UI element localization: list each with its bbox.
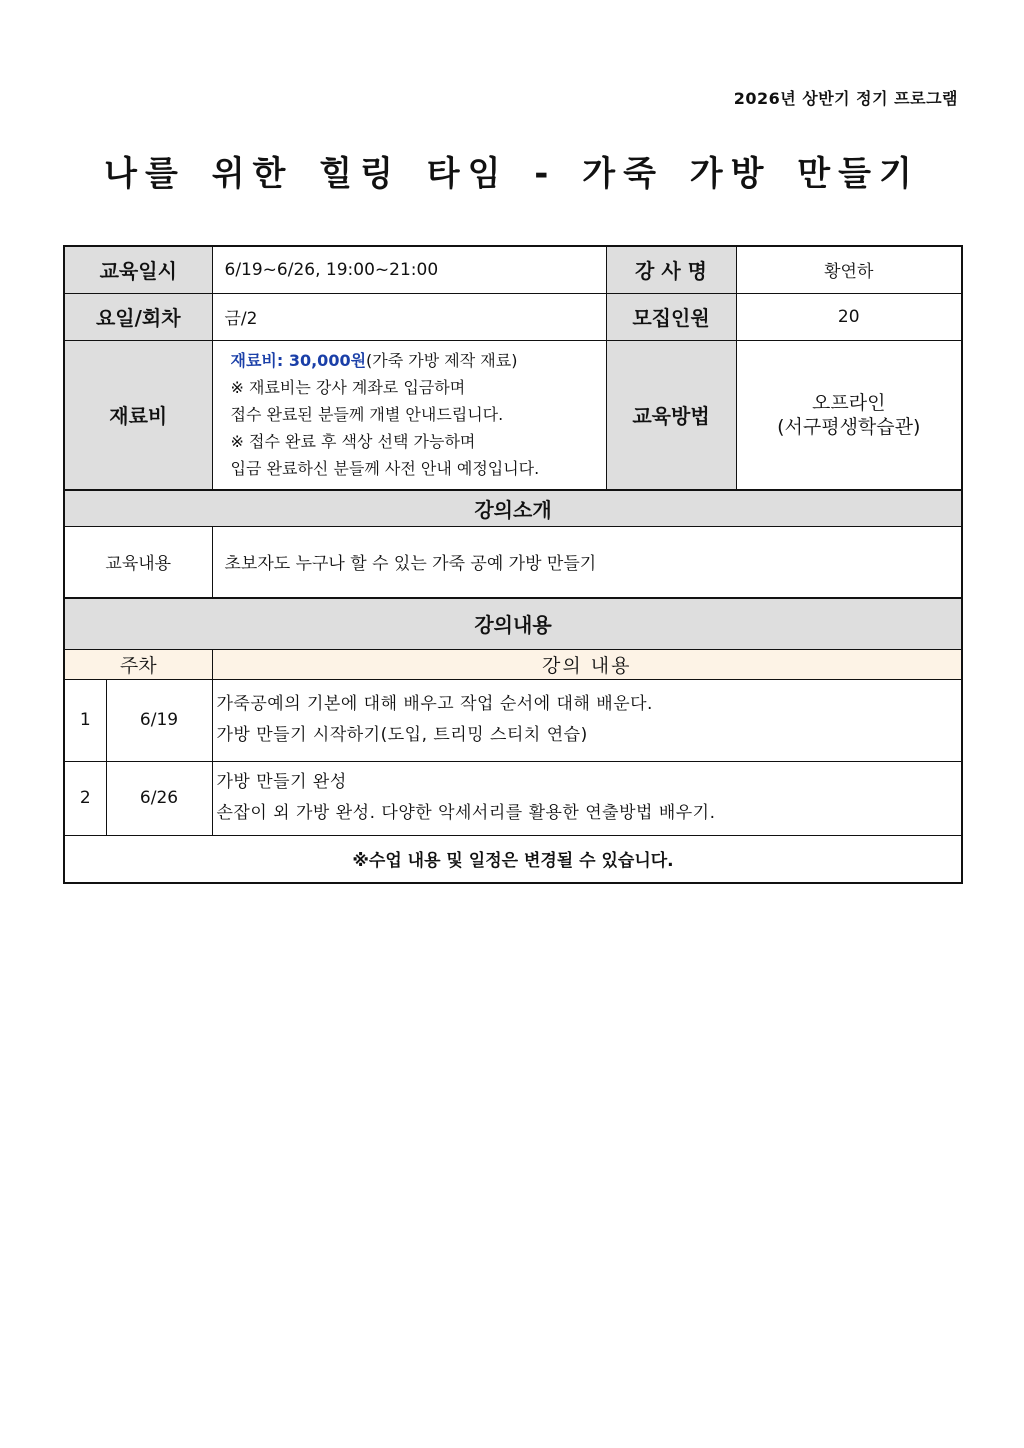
fee-line-2: 접수 완료된 분들께 개별 안내드립니다. [230,405,504,425]
week-content-line-1: 가죽공예의 기본에 대해 배우고 작업 순서에 대해 배운다. [216,694,653,714]
method-value-line-2: (서구평생학습관) [777,415,921,438]
method-value-line-1: 오프라인 [812,391,886,414]
table-row [64,761,962,835]
table-row [64,679,962,761]
intro-section-title: 강의소개 [64,490,962,526]
capacity-label: 모집인원 [606,293,736,340]
content-label: 교육내용 [64,526,212,598]
page-title: 나를 위한 힐링 타임 - 가죽 가방 만들기 [104,154,920,194]
program-period-note: 2026년 상반기 정기 프로그램 [733,89,958,108]
fee-label: 재료비 [64,340,212,490]
curriculum-section-title: 강의내용 [64,598,962,649]
week-content [212,679,962,761]
week-number: 1 [64,679,106,761]
fee-line-4: 입금 완료하신 분들께 사전 안내 예정입니다. [230,459,540,479]
row-intro-content [64,526,962,598]
day-label: 요일/회차 [64,293,212,340]
week-content-line-2: 가방 만들기 시작하기(도입, 트리밍 스티치 연습) [216,725,588,745]
method-value [736,340,962,490]
instructor-value: 황연하 [736,246,962,293]
date-value: 6/19~6/26, 19:00~21:00 [212,246,606,293]
fee-note: (가죽 가방 제작 재료) [366,351,518,371]
fee-line-1: ※ 재료비는 강사 계좌로 입금하며 [230,378,466,398]
fee-amount: 재료비: 30,000원 [230,351,367,371]
row-date [64,246,962,293]
fee-amount-line [231,347,606,374]
program-info-table [63,245,963,884]
capacity-value: 20 [736,293,962,340]
week-content-line-1: 가방 만들기 완성 [216,772,347,792]
week-date: 6/26 [106,761,212,835]
week-content-line-2: 손잡이 외 가방 완성. 다양한 악세서리를 활용한 연출방법 배우기. [216,803,716,823]
day-value: 금/2 [212,293,606,340]
schedule-change-notice: ※수업 내용 및 일정은 변경될 수 있습니다. [64,835,962,883]
row-curriculum-header [64,598,962,649]
week-number: 2 [64,761,106,835]
week-column-header: 주차 [64,649,212,679]
row-notice [64,835,962,883]
row-intro-header [64,490,962,526]
week-date: 6/19 [106,679,212,761]
date-label: 교육일시 [64,246,212,293]
fee-details [212,340,606,490]
content-column-header: 강의 내용 [212,649,962,679]
row-day [64,293,962,340]
row-curriculum-columns [64,649,962,679]
instructor-label: 강 사 명 [606,246,736,293]
method-label: 교육방법 [606,340,736,490]
fee-line-3: ※ 접수 완료 후 색상 선택 가능하며 [230,432,476,452]
week-content [212,761,962,835]
row-fee [64,340,962,490]
content-value: 초보자도 누구나 할 수 있는 가죽 공예 가방 만들기 [212,526,962,598]
